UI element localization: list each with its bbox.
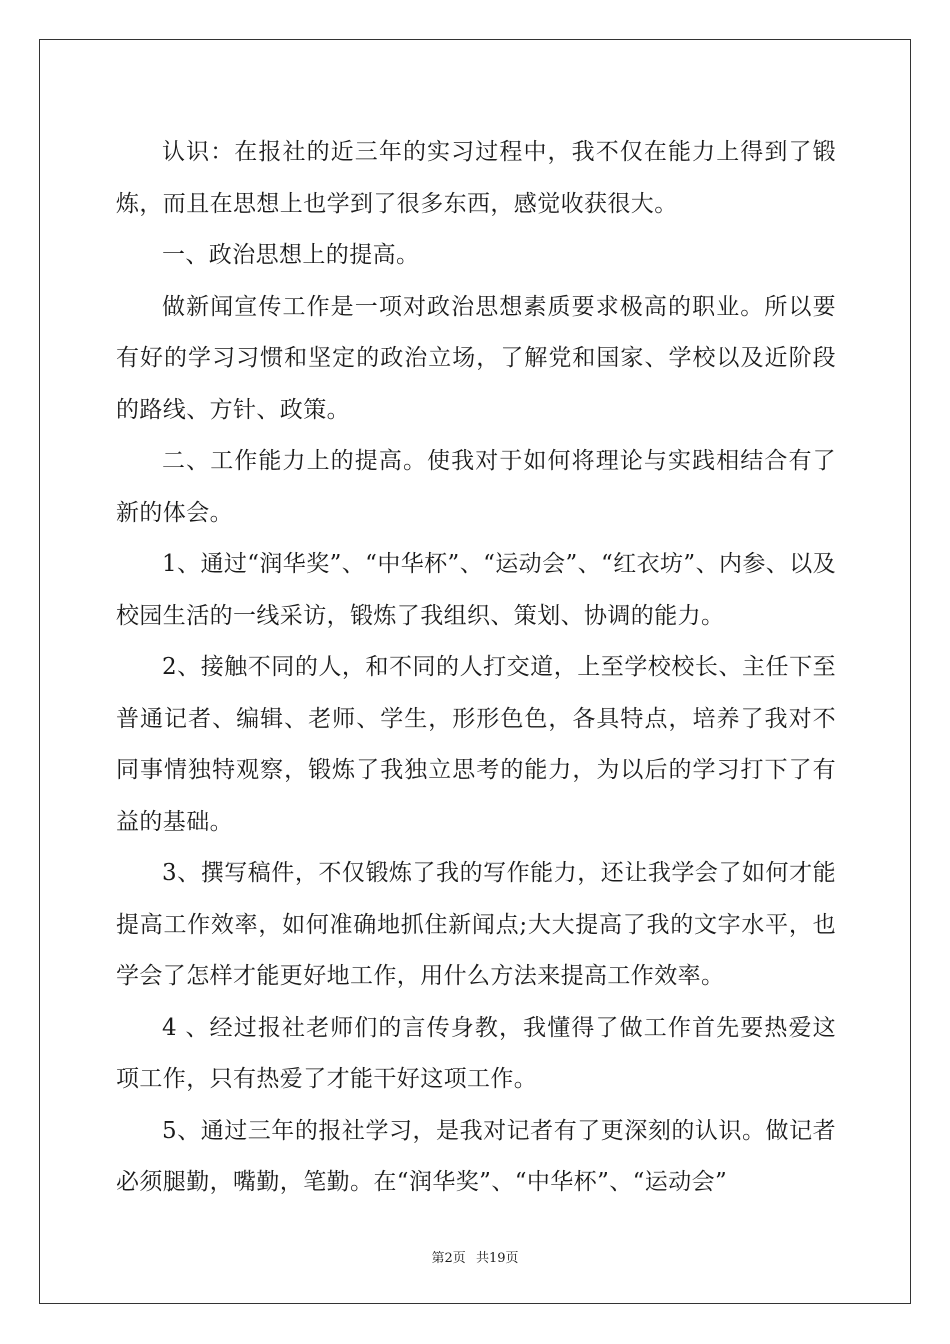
page-number-current: 第2页 (431, 1251, 466, 1266)
paragraph-item-4: 4 、经过报社老师们的言传身教，我懂得了做工作首先要热爱这项工作，只有热爱了才能干好这项工作。 (116, 1014, 836, 1092)
heading-political: 一、政治思想上的提高。 (162, 242, 420, 268)
paragraph-intro: 认识：在报社的近三年的实习过程中，我不仅在能力上得到了锻炼，而且在思想上也学到了很多东西，感觉收获很大。 (116, 139, 836, 217)
heading-work-ability: 二、工作能力上的提高。使我对于如何将理论与实践相结合有了新的体会。 (116, 448, 836, 526)
paragraph-political: 做新闻宣传工作是一项对政治思想素质要求极高的职业。所以要有好的学习习惯和坚定的政治立场，了解党和国家、学校以及近阶段的路线、方针、政策。 (116, 293, 836, 423)
paragraph-item-2: 2、接触不同的人，和不同的人打交道，上至学校校长、主任下至普通记者、编辑、老师、学生，形形色色，各具特点，培养了我对不同事情独特观察，锻炼了我独立思考的能力，为以后的学习打下了有益的基础。 (116, 654, 836, 835)
page-footer (0, 1247, 950, 1266)
page-number-total: 共19页 (475, 1251, 519, 1266)
paragraph-item-5: 5、通过三年的报社学习，是我对记者有了更深刻的认识。做记者必须腿勤，嘴勤，笔勤。在“润华奖”、“中华杯”、“运动会” (116, 1117, 836, 1195)
paragraph-item-3: 3、撰写稿件，不仅锻炼了我的写作能力，还让我学会了如何才能提高工作效率，如何准确地抓住新闻点;大大提高了我的文字水平，也学会了怎样才能更好地工作，用什么方法来提高工作效率。 (116, 860, 836, 989)
document-body (116, 127, 836, 1209)
paragraph-item-1: 1、通过“润华奖”、“中华杯”、“运动会”、“红衣坊”、内参、以及校园生活的一线采访，锻炼了我组织、策划、协调的能力。 (116, 551, 836, 629)
